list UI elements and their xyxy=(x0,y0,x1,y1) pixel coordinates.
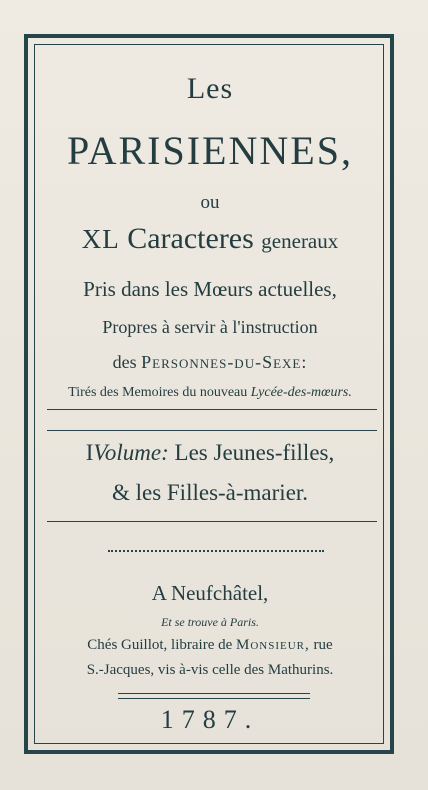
des-word: des xyxy=(112,352,137,372)
ches-guillot: Chés Guillot, libraire de xyxy=(87,637,233,653)
personnes-du-sexe: Personnes-du-Sexe: xyxy=(141,352,308,372)
caracteres-word: Caracteres xyxy=(127,222,254,255)
divider-rule-3 xyxy=(47,521,377,522)
monsieur-word: Monsieur, xyxy=(236,637,310,653)
subtitle-tires xyxy=(40,385,380,401)
rue-word: rue xyxy=(313,637,333,653)
imprint-address: S.-Jacques, vis à-vis celle des Mathurins. xyxy=(86,662,334,678)
subtitle-xl-caracteres xyxy=(40,222,380,256)
divider-rule-1 xyxy=(47,409,377,410)
dotted-ornament xyxy=(108,550,324,552)
volume-numeral: I xyxy=(85,440,94,465)
year-rule-bottom xyxy=(118,698,310,699)
title-les: Les xyxy=(186,72,234,105)
publication-year: 1787. xyxy=(160,705,260,734)
title-parisiennes: PARISIENNES, xyxy=(67,128,353,173)
volume-title xyxy=(40,440,380,466)
imprint-paris: Et se trouve à Paris. xyxy=(161,615,259,629)
tires-prefix: Tirés des Memoires du nouveau xyxy=(68,385,248,400)
volume-subtitle: & les Filles-à-marier. xyxy=(111,480,309,505)
title-ou: ou xyxy=(200,192,220,213)
divider-rule-2 xyxy=(47,430,377,431)
xl-numeral: XL xyxy=(81,224,120,254)
lycee-des-moeurs: Lycée-des-mœurs. xyxy=(250,385,352,400)
volume-rest: Les Jeunes-filles, xyxy=(174,440,335,465)
year-rule-top xyxy=(118,693,310,694)
imprint-place: A Neufchâtel, xyxy=(151,581,269,605)
volume-word: Volume: xyxy=(93,440,169,465)
subtitle-pris: Pris dans les Mœurs actuelles, xyxy=(83,277,337,301)
generaux-word: generaux xyxy=(261,229,339,253)
imprint-publisher xyxy=(40,637,380,654)
subtitle-propres: Propres à servir à l'instruction xyxy=(102,317,318,337)
subtitle-personnes xyxy=(40,352,380,373)
